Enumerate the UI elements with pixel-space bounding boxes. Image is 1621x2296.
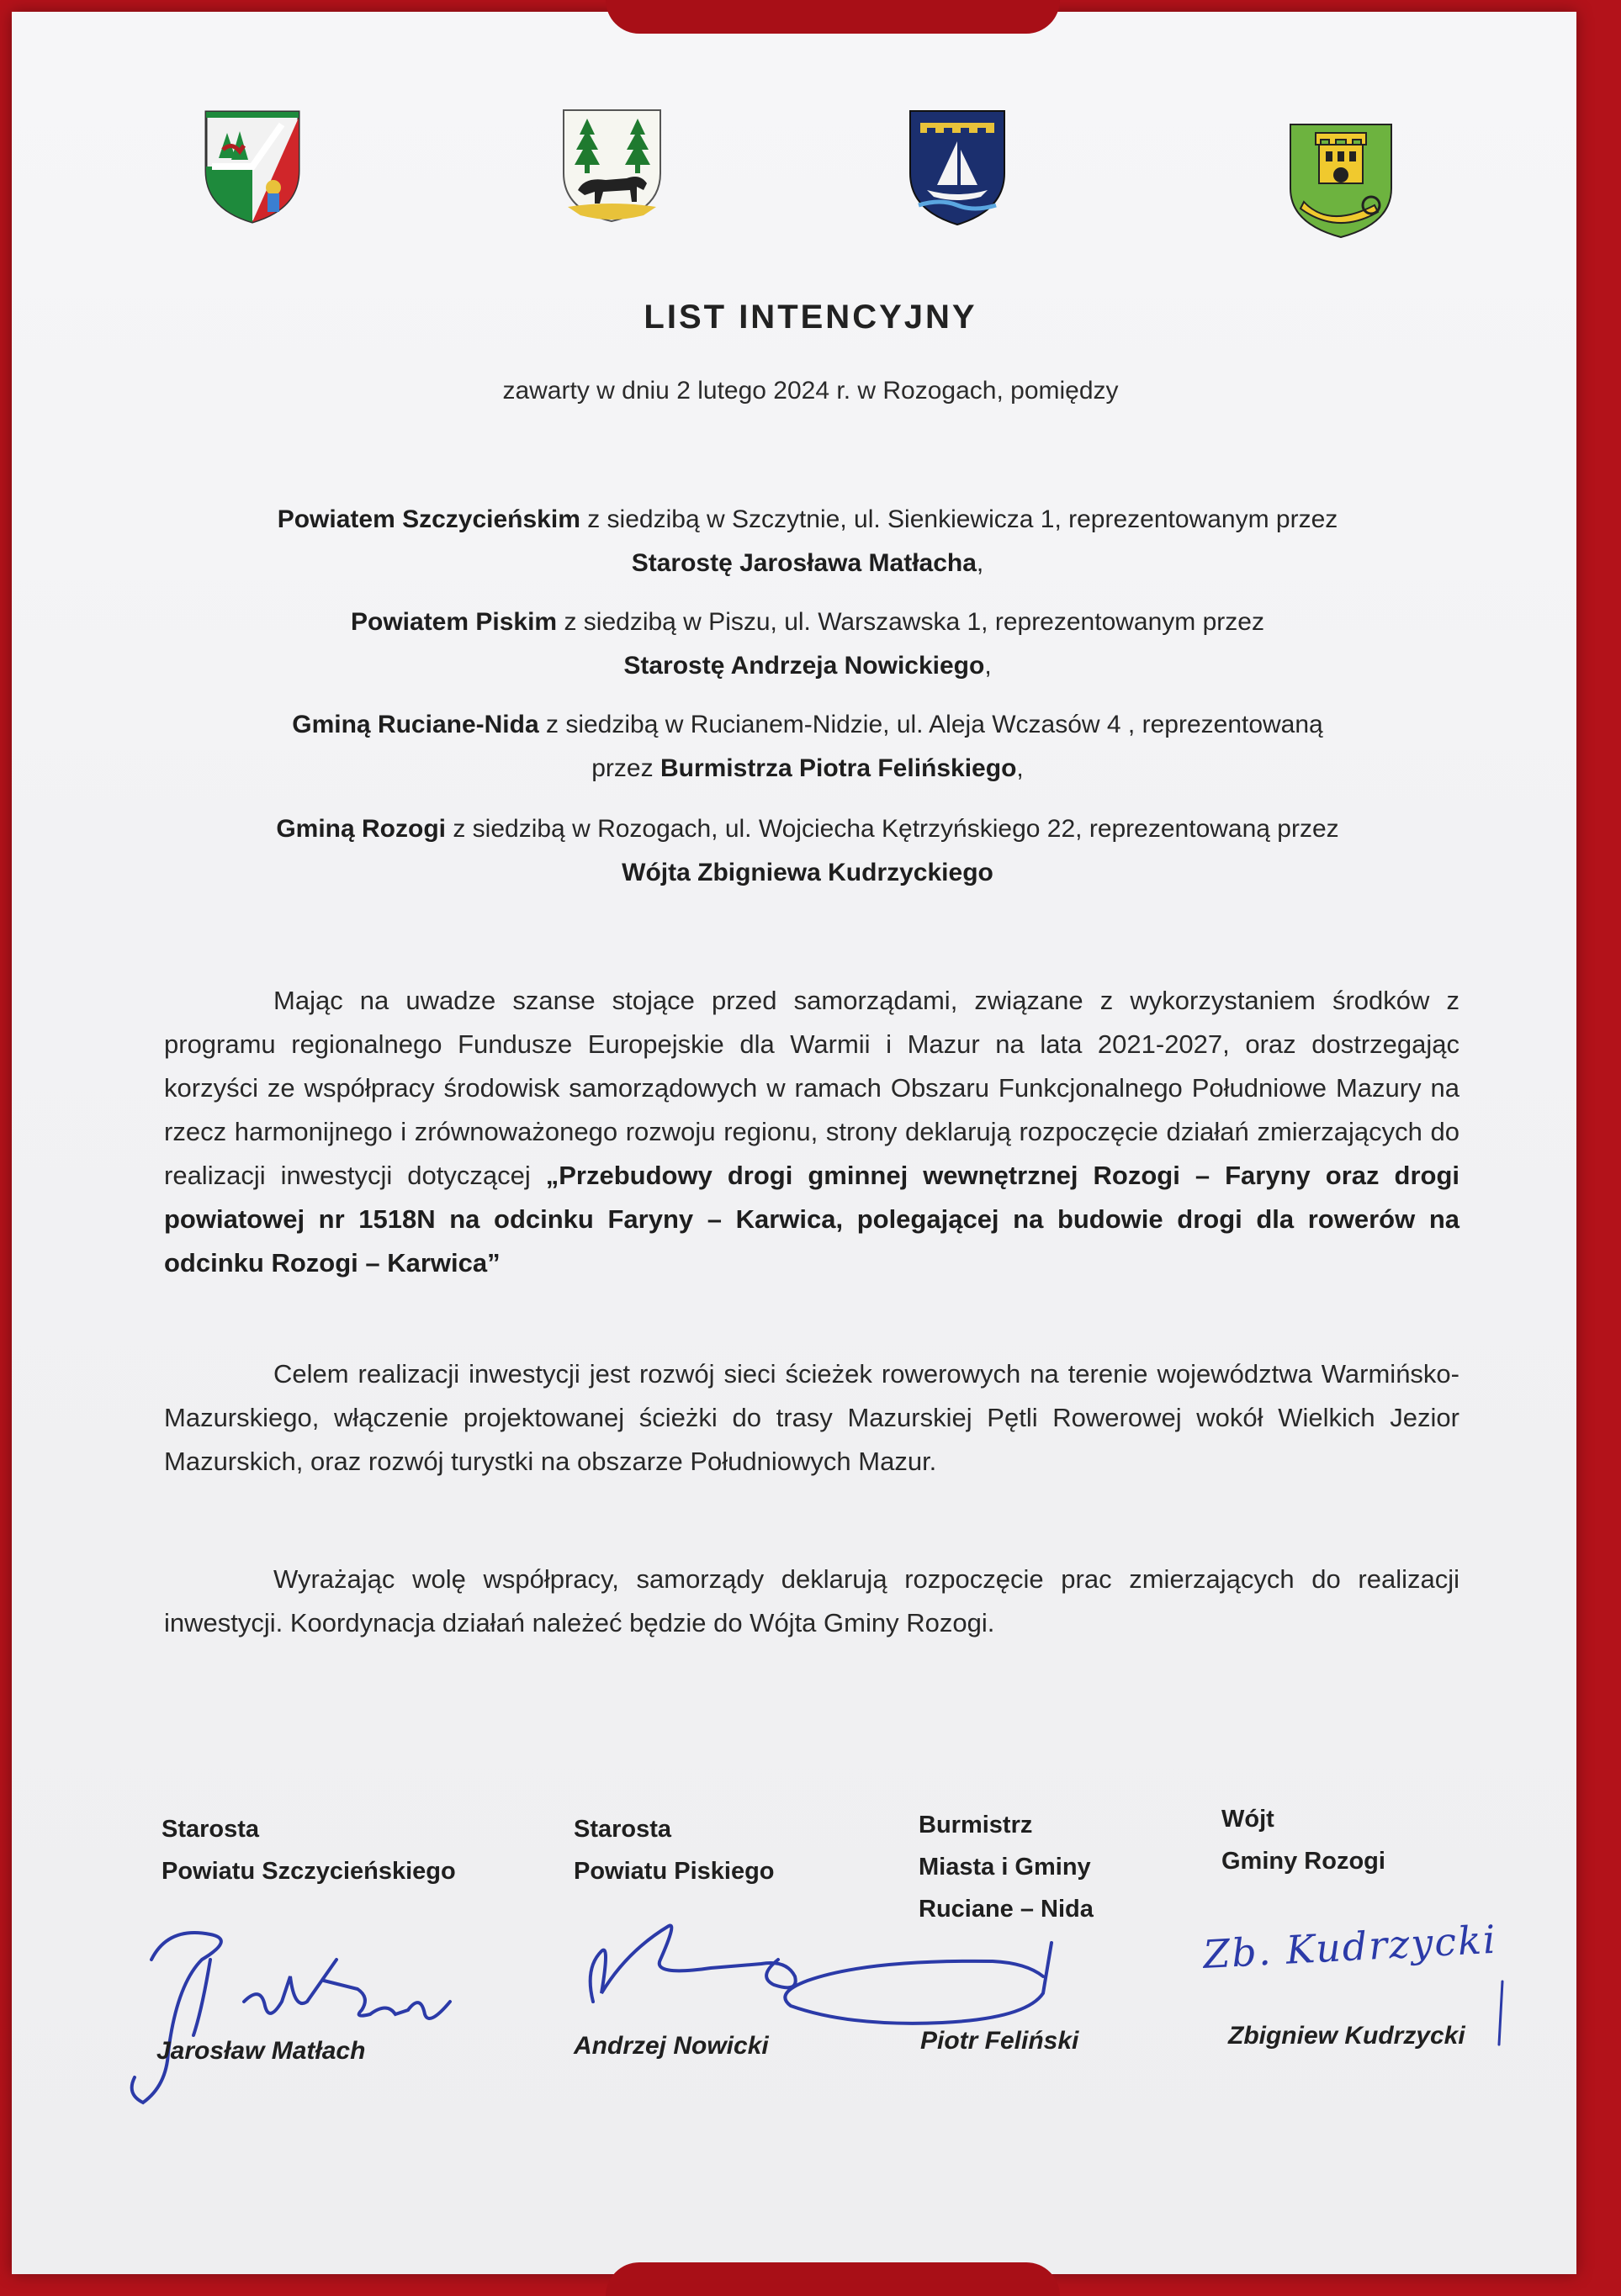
party-block [135, 498, 1481, 585]
party-representative-line [135, 644, 1481, 688]
crest-piski-icon [559, 106, 665, 224]
signature-felinski [774, 1926, 1068, 2044]
crest-ruciane-nida-icon [907, 108, 1008, 227]
party-representative-line [135, 747, 1481, 791]
signatory-name: Piotr Feliński [920, 2027, 1079, 2055]
signatory-office: Gminy Rozogi [1221, 1848, 1385, 1875]
investment-title: „Przebudowy drogi gminnej wewnętrznej Rozogi – Faryny oraz drogi powiatowej nr 1518N na odcinku Faryny – Karwica, polegającej na budowie drogi dla rowerów na odcinku Rozogi – Karwica” [164, 1161, 1460, 1278]
party-representative: Starostę Jarosława Matłacha [631, 549, 977, 577]
body-paragraph-1 [164, 979, 1459, 1285]
signature-matlach [118, 1909, 471, 2111]
signatory-block-rozogi [1221, 1798, 1385, 1882]
paragraph-text: Mając na uwadze szanse stojące przed samorządami, związane z wykorzystaniem środków z programu regionalnego Fundusze Europejskie dla Warmii i Mazur na lata 2021-2027, oraz dostrzegając korzyści ze współpracy środowisk samorządowych w ramach Obszaru Funkcjonalnego Południowe Mazury na rzecz harmonijnego i zrównoważonego rozwoju regionu, strony deklarują rozpoczęcie działań zmierzających do realizacji inwestycji dotyczącej [164, 986, 1459, 1190]
party-block [135, 807, 1481, 895]
party-representative-line [135, 851, 1481, 895]
party-block [135, 703, 1481, 791]
party-entity: Gminą Ruciane-Nida [292, 711, 539, 738]
crest-szczycienski-icon [202, 108, 303, 225]
signatory-block-szczycienski [162, 1808, 456, 1892]
signatory-name: Jarosław Matłach [156, 2037, 366, 2065]
party-prefix: przez [591, 754, 660, 782]
ribbon-top [606, 0, 1060, 34]
body-paragraph-3: Wyrażając wolę współpracy, samorządy deklarują rozpoczęcie prac zmierzających do realizacji inwestycji. Koordynacja działań należeć będzie do Wójta Gminy Rozogi. [164, 1564, 1459, 1637]
party-entity: Powiatem Piskim [351, 608, 558, 636]
party-details: z siedzibą w Rucianem-Nidzie, ul. Aleja Wczasów 4 , reprezentowaną [538, 711, 1323, 738]
party-details: z siedzibą w Piszu, ul. Warszawska 1, reprezentowanym przez [557, 608, 1264, 636]
party-representative: Wójta Zbigniewa Kudrzyckiego [622, 859, 993, 886]
party-block [135, 600, 1481, 688]
signatory-title: Starosta [574, 1816, 672, 1843]
body-paragraph-2: Celem realizacji inwestycji jest rozwój sieci ścieżek rowerowych na terenie województwa Warmińsko-Mazurskiego, włączenie projektowanej ścieżki do trasy Mazurskiej Pętli Rowerowej wokół Wielkich Jezior Mazurskich, oraz rozwój turystki na obszarze Południowych Mazur. [164, 1359, 1459, 1476]
party-line [135, 600, 1481, 644]
signatory-title: Starosta [162, 1816, 260, 1843]
party-suffix: , [1016, 754, 1024, 782]
signatory-title: Wójt [1221, 1806, 1274, 1833]
party-line [135, 703, 1481, 747]
party-entity: Gminą Rozogi [276, 815, 446, 843]
signatory-office: Powiatu Piskiego [574, 1858, 775, 1885]
party-suffix: , [984, 652, 992, 680]
signatory-name: Andrzej Nowicki [574, 2032, 769, 2060]
signature-kudrzycki-text: Zb. Kudrzycki [1201, 1916, 1498, 1977]
document-subtitle: zawarty w dniu 2 lutego 2024 r. w Rozogach, pomiędzy [502, 377, 1119, 405]
signatory-office-line-3: Ruciane – Nida [919, 1896, 1094, 1923]
signatory-name: Zbigniew Kudrzycki [1228, 2022, 1465, 2050]
party-line [135, 807, 1481, 851]
party-line [135, 498, 1481, 542]
ribbon-bottom [606, 2262, 1060, 2296]
signatory-block-piski [574, 1808, 775, 1892]
party-representative-line [135, 542, 1481, 585]
party-representative: Starostę Andrzeja Nowickiego [623, 652, 985, 680]
party-details: z siedzibą w Szczytnie, ul. Sienkiewicza 1, reprezentowanym przez [580, 505, 1338, 533]
party-representative: Burmistrza Piotra Felińskiego [660, 754, 1017, 782]
signatory-title: Burmistrz [919, 1812, 1033, 1838]
signatory-office: Powiatu Szczycieńskiego [162, 1858, 456, 1885]
party-suffix: , [976, 549, 984, 577]
signatory-office: Miasta i Gminy [919, 1854, 1091, 1881]
signatory-block-ruciane-nida [919, 1804, 1094, 1930]
document-title: LIST INTENCYJNY [644, 299, 977, 336]
party-entity: Powiatem Szczycieńskim [277, 505, 580, 533]
crest-rozogi-icon [1287, 121, 1395, 239]
party-details: z siedzibą w Rozogach, ul. Wojciecha Kętrzyńskiego 22, reprezentowaną przez [446, 815, 1339, 843]
